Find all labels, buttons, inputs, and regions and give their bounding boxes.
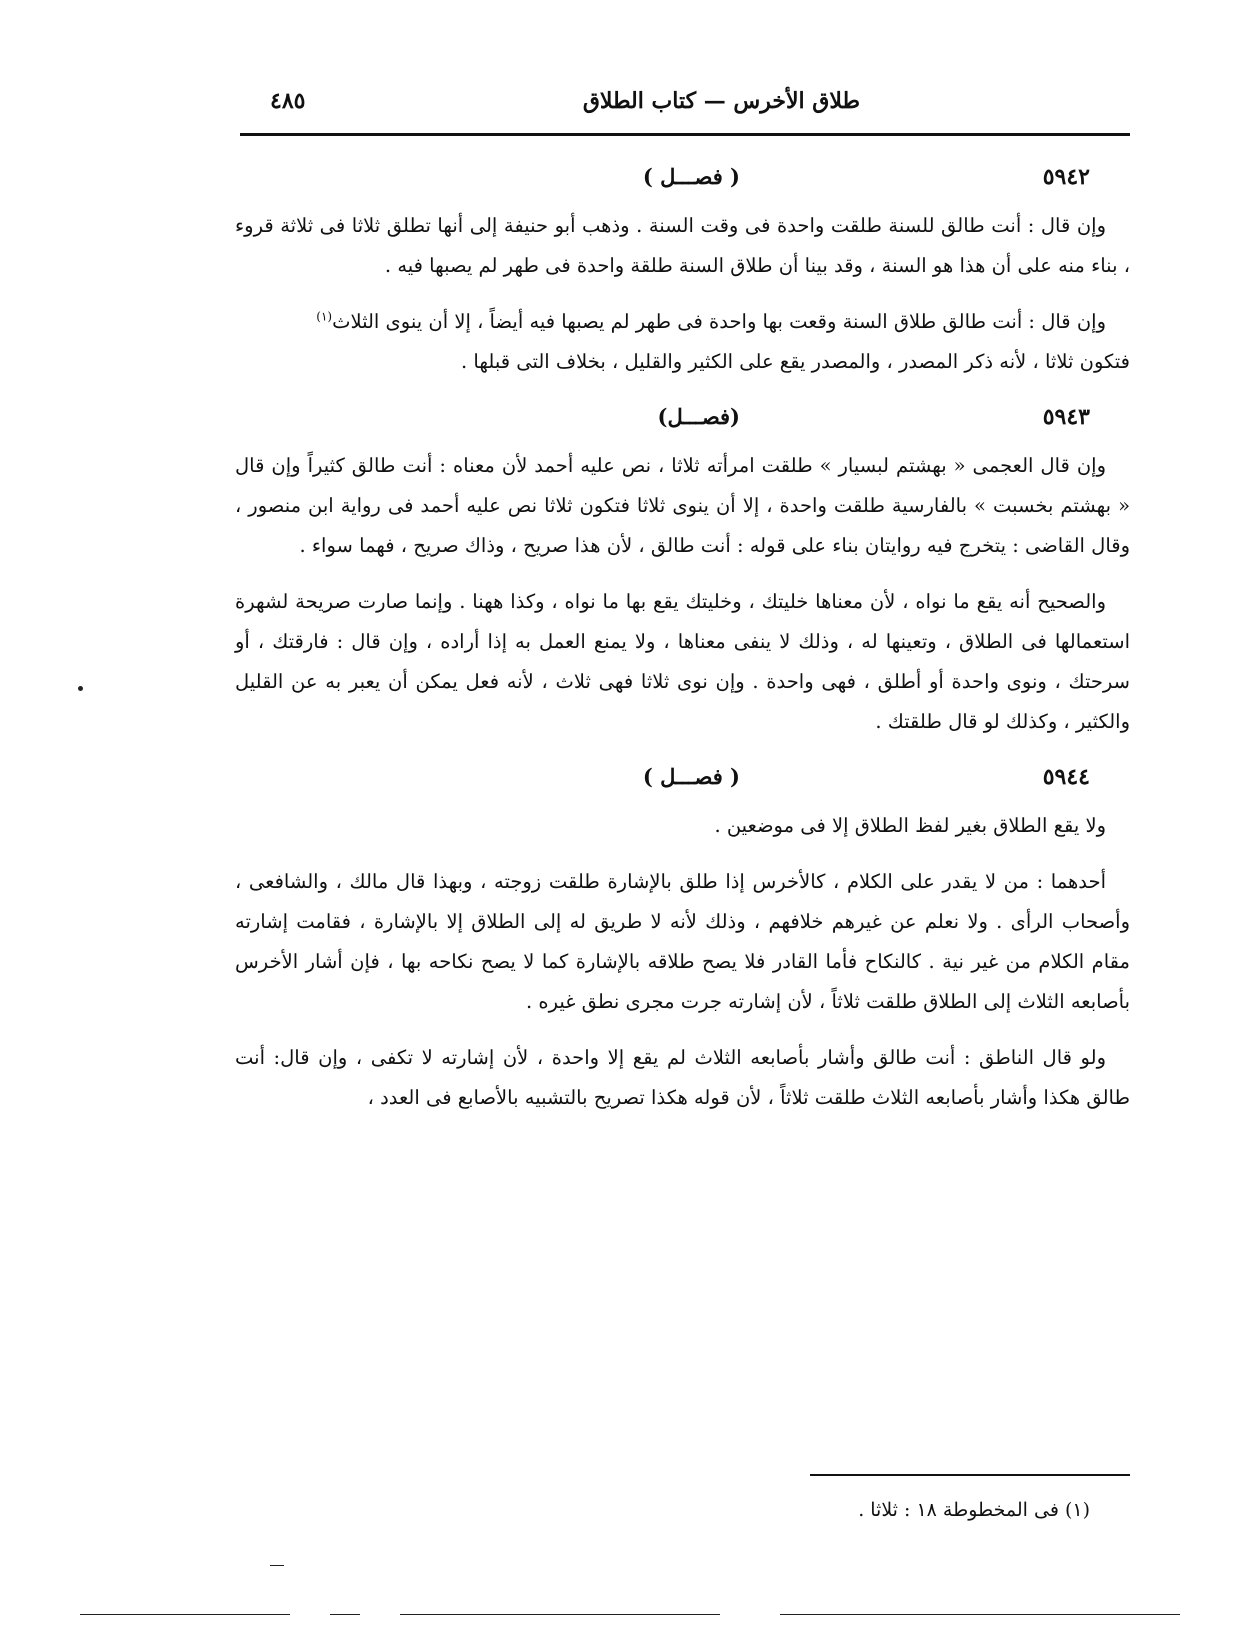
scan-line bbox=[780, 1614, 1180, 1615]
running-title: طلاق الأخرس — كتاب الطلاق bbox=[582, 88, 860, 114]
section-label: ( فصـــل ) bbox=[642, 164, 740, 189]
section-label: (فصـــل) bbox=[657, 404, 740, 429]
paragraph: والصحيح أنه يقع ما نواه ، لأن معناها خليتك ، وخليتك يقع بها ما نواه ، وكذا ههنا . وإنما صارت صريحة لشهرة استعمالها فى الطلاق ، وتعينها له ، وذلك لا ينفى معناها ، ولا يمنع العمل به إذا أراده ، وإن قال : فارقتك ، أو سرحتك ، ونوى واحدة أو أطلق ، فهى واحدة . وإن نوى ثلاثا فهى ثلاث ، لأنه فعل يمكن أن يعبر به عن القليل والكثير ، وكذلك لو قال طلقتك . bbox=[235, 590, 1130, 733]
page-body bbox=[235, 158, 1130, 1134]
scan-line bbox=[80, 1614, 290, 1615]
section-heading bbox=[235, 758, 1130, 806]
paragraph: وإن قال : أنت طالق للسنة طلقت واحدة فى وقت السنة . وذهب أبو حنيفة إلى أنها تطلق ثلاثا فى ثلاثة قروء ، بناء منه على أن هذا هو السنة ، وقد بينا أن طلاق السنة طلقة واحدة فى طهر لم يصبها فيه . bbox=[235, 214, 1130, 277]
section-number: ٥٩٤٣ bbox=[1042, 404, 1090, 430]
scan-line bbox=[400, 1614, 720, 1615]
paragraph: وإن قال العجمى « بهشتم لبسيار » طلقت امرأته ثلاثا ، نص عليه أحمد لأن معناه : أنت طالق كثيراً وإن قال « بهشتم بخسبت » بالفارسية طلقت واحدة ، إلا أن ينوى ثلاثا فتكون ثلاثا نص عليه أحمد فى رواية ابن منصور ، وقال القاضى : يتخرج فيه روايتان بناء على قوله : أنت طالق ، لأن هذا صريح ، وذاك صريح ، فهما سواء . bbox=[235, 454, 1130, 557]
section-heading bbox=[235, 398, 1130, 446]
footnote-rule bbox=[810, 1474, 1130, 1476]
footnote: (١) فى المخطوطة ١٨ : ثلاثا . bbox=[858, 1499, 1090, 1521]
paragraph: فتكون ثلاثا ، لأنه ذكر المصدر ، والمصدر يقع على الكثير والقليل ، بخلاف التى قبلها . bbox=[461, 350, 1130, 373]
section-number: ٥٩٤٤ bbox=[1042, 764, 1090, 790]
section-label: ( فصـــل ) bbox=[642, 764, 740, 789]
paragraph bbox=[235, 302, 1130, 342]
section-heading bbox=[235, 158, 1130, 206]
page-number: ٤٨٥ bbox=[270, 88, 306, 114]
paragraph: ولا يقع الطلاق بغير لفظ الطلاق إلا فى موضعين . bbox=[714, 814, 1106, 837]
scan-mark bbox=[270, 1565, 284, 1566]
section-number: ٥٩٤٢ bbox=[1042, 164, 1090, 190]
page-header bbox=[240, 88, 1130, 128]
paragraph-text: وإن قال : أنت طالق طلاق السنة وقعت بها واحدة فى طهر لم يصبها فيه أيضاً ، إلا أن ينوى الثلاث bbox=[332, 310, 1106, 333]
scan-speck bbox=[78, 686, 83, 691]
scan-line bbox=[330, 1614, 360, 1615]
footnote-marker: (١) bbox=[316, 309, 333, 324]
paragraph: أحدهما : من لا يقدر على الكلام ، كالأخرس إذا طلق بالإشارة طلقت زوجته ، وبهذا قال مالك ، والشافعى ، وأصحاب الرأى . ولا نعلم عن غيرهم خلافهم ، وذلك لأنه لا طريق له إلى الطلاق إلا بالإشارة ، فقامت إشارته مقام الكلام من غير نية . كالنكاح فأما القادر فلا يصح طلاقه بالإشارة كما لا يصح نكاحه بها ، فإن أشار الأخرس بأصابعه الثلاث إلى الطلاق طلقت ثلاثاً ، لأن إشارته جرت مجرى نطق غيره . bbox=[235, 870, 1130, 1013]
paragraph: ولو قال الناطق : أنت طالق وأشار بأصابعه الثلاث لم يقع إلا واحدة ، لأن إشارته لا تكفى ، وإن قال: أنت طالق هكذا وأشار بأصابعه الثلاث طلقت ثلاثاً ، لأن قوله هكذا تصريح بالتشبيه بالأصابع فى العدد ، bbox=[235, 1046, 1130, 1109]
header-rule bbox=[240, 133, 1130, 136]
